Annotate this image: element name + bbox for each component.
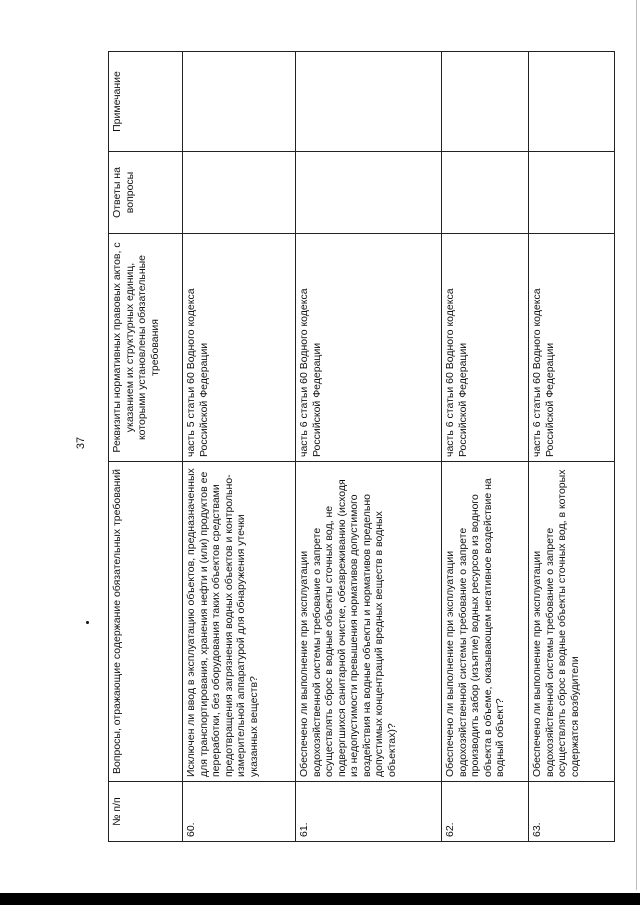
row-question: Обеспечено ли выполнение при эксплуатации водохозяйственной системы требование о запрете осуществлять сброс в водные объекты сточных вод, в которых содержатся возбудители <box>529 462 615 782</box>
header-answers: Ответы на вопросы <box>109 152 183 234</box>
row-answer <box>183 152 296 234</box>
row-number: 61. <box>296 782 442 842</box>
row-requisites: часть 5 статьи 60 Водного кодекса Российской Федерации <box>183 234 296 462</box>
requirements-table <box>108 51 615 842</box>
header-requisites: Реквизиты нормативных правовых актов, с указанием их структурных единиц, которыми установлены обязательные требования <box>109 234 183 462</box>
scan-dot <box>86 621 89 624</box>
row-requisites: часть 6 статьи 60 Водного кодекса Российской Федерации <box>529 234 615 462</box>
scan-border <box>0 893 640 905</box>
row-note <box>183 52 296 152</box>
row-note <box>296 52 442 152</box>
row-answer <box>296 152 442 234</box>
row-number: 60. <box>183 782 296 842</box>
page-edge <box>636 0 637 890</box>
row-answer <box>529 152 615 234</box>
header-question: Вопросы, отражающие содержание обязательных требований <box>109 462 183 782</box>
row-requisites: часть 6 статьи 60 Водного кодекса Российской Федерации <box>442 234 529 462</box>
row-question: Обеспечено ли выполнение при эксплуатации водохозяйственной системы требование о запрете производить забор (изъятие) водных ресурсов из водного объекта в объеме, оказывающем негативное воздействие на водный объект? <box>442 462 529 782</box>
row-number: 63. <box>529 782 615 842</box>
table-row <box>529 52 615 842</box>
row-question: Исключен ли ввод в эксплуатацию объектов, предназначенных для транспортирования, хранения нефти и (или) продуктов ее переработки, без оборудования таких объектов средствами предотвращения загрязнения водных объектов и контрольно-измерительной аппаратурой для обнаружения утечки указанных веществ? <box>183 462 296 782</box>
row-answer <box>442 152 529 234</box>
row-note <box>529 52 615 152</box>
row-question: Обеспечено ли выполнение при эксплуатации водохозяйственной системы требование о запрете осуществлять сброс в водные объекты сточных вод, не подвергшихся санитарной очистке, обезвреживанию (исходя из недопустимости превышения нормативов допустимого воздействия на водные объекты и нормативов предельно допустимых концентраций вредных веществ в водных объектах)? <box>296 462 442 782</box>
row-number: 62. <box>442 782 529 842</box>
table-row <box>183 52 296 842</box>
header-note: Примечание <box>109 52 183 152</box>
row-requisites: часть 6 статьи 60 Водного кодекса Российской Федерации <box>296 234 442 462</box>
row-note <box>442 52 529 152</box>
table-row <box>296 52 442 842</box>
table-header-row <box>109 52 183 842</box>
header-num: № п/п <box>109 782 183 842</box>
page-number: 37 <box>75 436 87 450</box>
table-row <box>442 52 529 842</box>
